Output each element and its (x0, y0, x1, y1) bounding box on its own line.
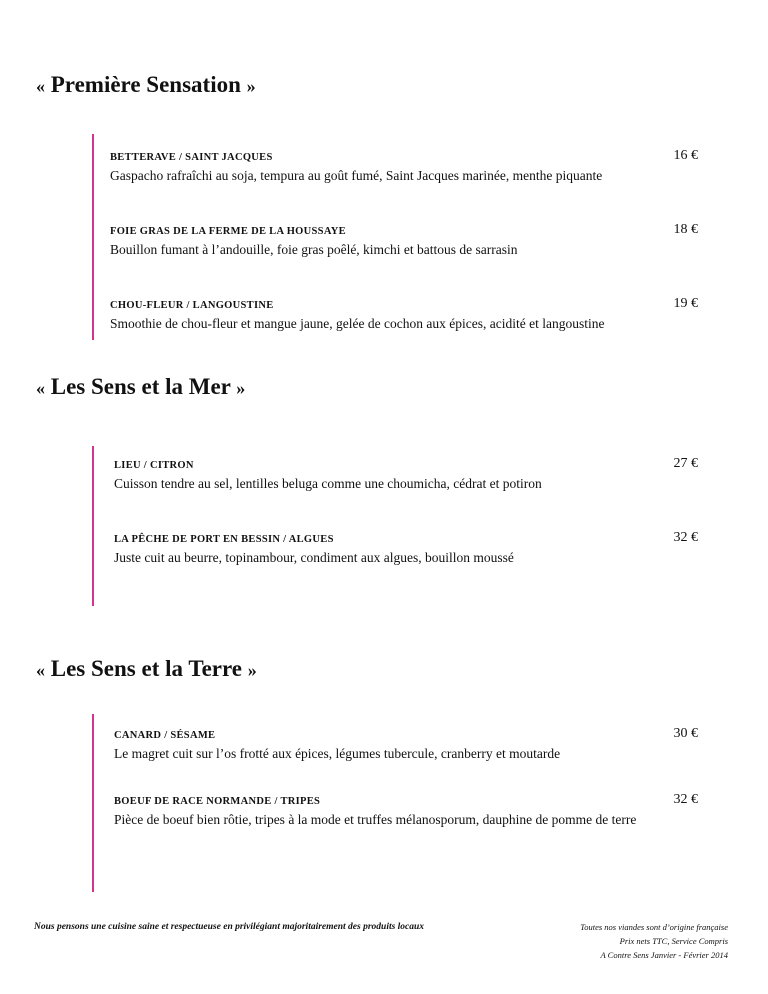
section-accent-bar (92, 134, 94, 340)
dish-description: Pièce de boeuf bien rôtie, tripes à la mode et truffes mélanosporum, dauphine de pomme de terre (114, 812, 637, 827)
dish-description: Juste cuit au beurre, topinambour, condiment aux algues, bouillon moussé (114, 550, 514, 565)
dish-price: 30 € (673, 726, 698, 741)
dish-name: CANARD / SÉSAME (114, 730, 216, 741)
menu-item (114, 456, 700, 492)
footer-local-products-note: Nous pensons une cuisine saine et respectueuse en privilégiant majoritairement des produits locaux (34, 922, 425, 932)
footer-restaurant-date: A Contre Sens Janvier - Février 2014 (600, 950, 728, 960)
dish-name: CHOU-FLEUR / LANGOUSTINE (110, 300, 274, 311)
section-accent-bar (92, 714, 94, 892)
footer-price-note: Prix nets TTC, Service Compris (619, 936, 728, 946)
dish-name: BOEUF DE RACE NORMANDE / TRIPES (114, 796, 321, 807)
footer-info (580, 920, 728, 962)
menu-item (114, 726, 700, 762)
dish-price: 18 € (673, 222, 698, 237)
menu-item (114, 530, 700, 566)
dish-name: FOIE GRAS DE LA FERME DE LA HOUSSAYE (110, 226, 346, 237)
dish-price: 27 € (673, 456, 698, 471)
dish-description: Bouillon fumant à l’andouille, foie gras poêlé, kimchi et battous de sarrasin (110, 242, 518, 257)
dish-description: Cuisson tendre au sel, lentilles beluga comme une choumicha, cédrat et potiron (114, 476, 542, 491)
section-title-premiere-sensation: « Première Sensation » (36, 72, 256, 97)
dish-description: Le magret cuit sur l’os frotté aux épices, légumes tubercule, cranberry et moutarde (114, 746, 561, 761)
dish-name: BETTERAVE / SAINT JACQUES (110, 152, 273, 163)
footer-origin-note: Toutes nos viandes sont d’origine française (580, 922, 728, 932)
dish-price: 16 € (673, 148, 698, 163)
dish-name: LIEU / CITRON (114, 460, 194, 471)
menu-item (110, 296, 700, 332)
dish-price: 32 € (673, 530, 698, 545)
section-accent-bar (92, 446, 94, 606)
menu-item (110, 148, 700, 184)
dish-price: 19 € (673, 296, 698, 311)
menu-item (114, 792, 700, 828)
section-title-les-sens-et-la-terre: « Les Sens et la Terre » (36, 656, 257, 681)
dish-price: 32 € (673, 792, 698, 807)
dish-description: Gaspacho rafraîchi au soja, tempura au goût fumé, Saint Jacques marinée, menthe piquante (110, 168, 603, 183)
menu-item (110, 222, 700, 258)
dish-name: LA PÊCHE DE PORT EN BESSIN / ALGUES (114, 534, 334, 545)
dish-description: Smoothie de chou-fleur et mangue jaune, gelée de cochon aux épices, acidité et langoustine (110, 316, 605, 331)
section-title-les-sens-et-la-mer: « Les Sens et la Mer » (36, 374, 246, 399)
